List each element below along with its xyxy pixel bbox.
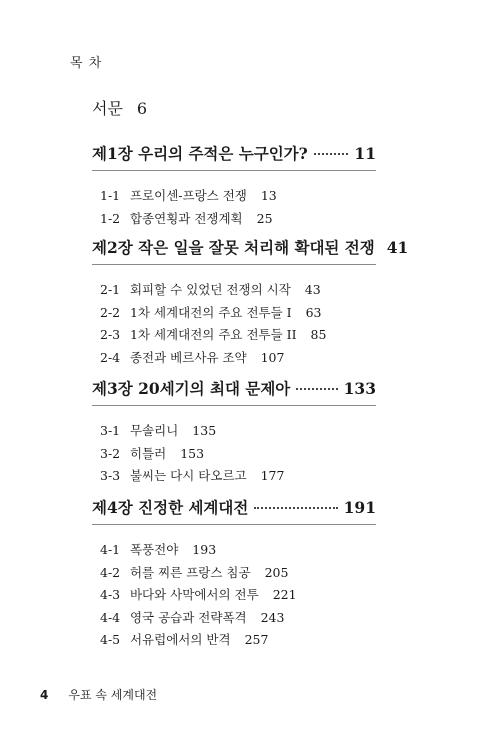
section-number: 1-2: [100, 210, 121, 226]
chapter-title: 제2장 작은 일을 잘못 처리해 확대된 전쟁: [92, 238, 375, 257]
section-title: 바다와 사막에서의 전투: [129, 587, 259, 602]
preface-title: 서문: [92, 99, 123, 118]
section-page: 63: [305, 304, 322, 320]
section-page: 221: [272, 587, 297, 602]
toc-chapter-4: [92, 496, 376, 652]
section-page: 43: [304, 282, 321, 297]
chapter-page: 41: [386, 238, 409, 257]
chapter-page: 11: [354, 144, 376, 163]
section-number: 3-1: [100, 423, 121, 438]
section-title: 합종연횡과 전쟁계획: [129, 210, 243, 226]
section-list: [100, 420, 376, 488]
section-title: 무솔리니: [129, 423, 179, 438]
leader-dots: [296, 387, 337, 390]
section-number: 4-4: [100, 609, 121, 625]
chapter-title: 제1장 우리의 주적은 누구인가?: [92, 144, 308, 163]
section-number: 4-2: [100, 564, 121, 580]
section-number: 4-3: [100, 587, 121, 602]
section-title: 히틀러: [129, 445, 167, 461]
toc-section: [100, 629, 376, 652]
section-list: [100, 185, 376, 230]
section-list: [100, 279, 376, 369]
section-title: 허를 찌른 프랑스 침공: [129, 564, 251, 580]
chapter-heading: [92, 496, 376, 525]
section-number: 2-2: [100, 304, 121, 320]
preface-page: 6: [136, 99, 148, 118]
section-number: 1-1: [100, 188, 121, 203]
section-number: 2-3: [100, 327, 121, 342]
toc-section: [100, 185, 376, 208]
section-page: 177: [260, 468, 285, 483]
section-title: 폭풍전야: [129, 542, 179, 557]
book-title: 우표 속 세계대전: [68, 688, 158, 702]
running-head: 목 차: [70, 56, 103, 71]
section-page: 257: [244, 632, 269, 647]
section-title: 서유럽에서의 반격: [129, 632, 231, 647]
page-footer: [40, 686, 157, 703]
section-number: 2-4: [100, 349, 121, 365]
toc-section: [100, 302, 376, 325]
section-page: 135: [192, 423, 217, 438]
toc-section: [100, 324, 376, 347]
toc-section: [100, 420, 376, 443]
section-page: 243: [260, 609, 285, 625]
chapter-page: 133: [343, 379, 376, 398]
page-number: 4: [40, 688, 49, 702]
section-title: 회피할 수 있었던 전쟁의 시작: [129, 282, 291, 297]
section-title: 영국 공습과 전략폭격: [129, 609, 247, 625]
toc-chapter-3: [92, 377, 376, 488]
section-page: 205: [264, 564, 289, 580]
toc-chapter-2: [92, 236, 409, 369]
section-title: 불씨는 다시 타오르고: [129, 468, 247, 483]
section-number: 3-3: [100, 468, 121, 483]
section-number: 3-2: [100, 445, 121, 461]
section-title: 프로이센-프랑스 전쟁: [129, 188, 247, 203]
toc-section: [100, 208, 376, 231]
toc-section: [100, 562, 376, 585]
chapter-heading: [92, 142, 376, 171]
section-number: 2-1: [100, 282, 121, 297]
toc-section: [100, 584, 376, 607]
toc-section: [100, 465, 376, 488]
leader-dots: [254, 506, 337, 509]
toc-section: [100, 347, 376, 370]
chapter-title: 제3장 20세기의 최대 문제아: [92, 379, 291, 398]
section-title: 1차 세계대전의 주요 전투들 II: [129, 327, 297, 342]
chapter-page: 191: [343, 498, 376, 517]
section-page: 85: [310, 327, 327, 342]
section-title: 1차 세계대전의 주요 전투들 I: [129, 304, 292, 320]
section-page: 107: [260, 349, 285, 365]
section-list: [100, 539, 376, 652]
toc-preface: [92, 96, 147, 119]
toc-section: [100, 443, 376, 466]
section-page: 193: [192, 542, 217, 557]
toc-chapter-1: [92, 142, 376, 230]
section-number: 4-5: [100, 632, 121, 647]
chapter-heading: [92, 236, 409, 265]
section-number: 4-1: [100, 542, 121, 557]
section-page: 25: [256, 210, 273, 226]
chapter-heading: [92, 377, 376, 406]
toc-section: [100, 607, 376, 630]
section-title: 종전과 베르사유 조약: [129, 349, 247, 365]
toc-section: [100, 539, 376, 562]
chapter-title: 제4장 진정한 세계대전: [92, 498, 249, 517]
section-page: 13: [260, 188, 277, 203]
toc-section: [100, 279, 376, 302]
section-page: 153: [180, 445, 205, 461]
leader-dots: [314, 152, 349, 155]
